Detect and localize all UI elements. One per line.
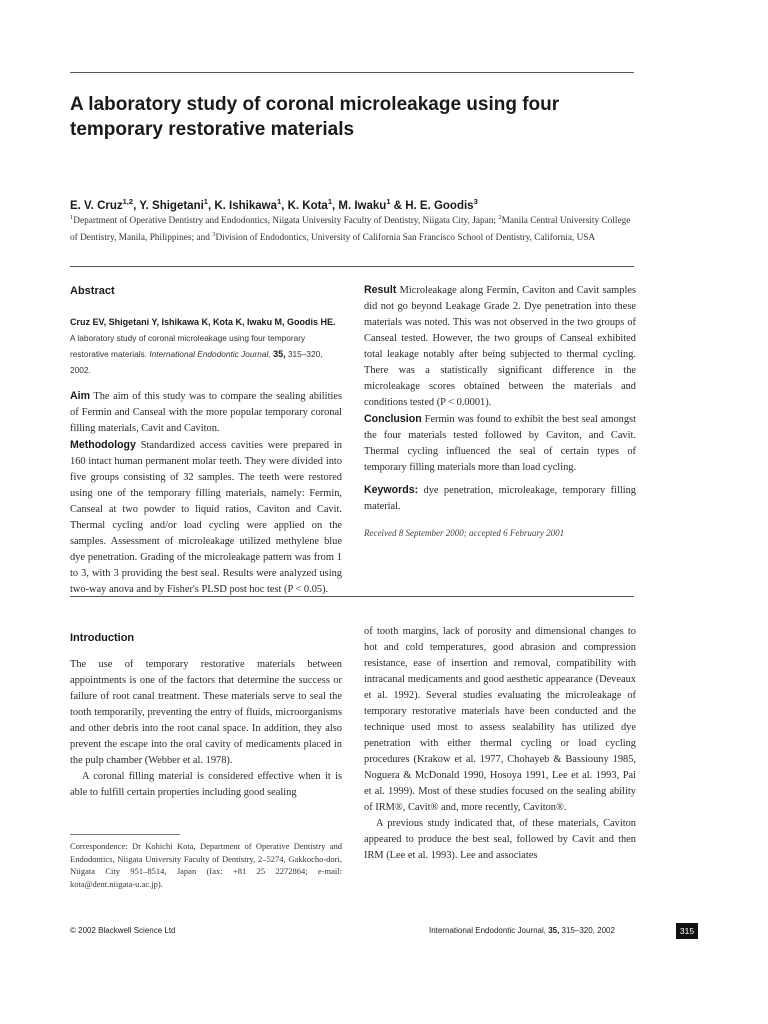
introduction-paragraph-1: The use of temporary restorative materials between appointments is one of the factors that determine the success or failure of root canal treatment. These materials serve to seal the tooth temporarily, preventing the entry of fluids, microorganisms and other debris into the root canal space. In addition, they also prevent the escape into the oral cavity of medicaments placed in the pulp chamber (Webber et al. 1978). <box>70 659 342 766</box>
author-name: M. Iwaku <box>338 199 387 212</box>
abstract-aim <box>70 388 342 437</box>
footnote-rule <box>70 834 180 835</box>
abstract-rule <box>70 266 634 267</box>
introduction-heading: Introduction <box>70 632 135 644</box>
introduction-left-column <box>70 629 342 801</box>
top-rule <box>70 72 634 73</box>
abstract-left-column <box>70 282 342 598</box>
article-title: A laboratory study of coronal microleakage using four temporary restorative materials <box>70 94 560 140</box>
author-separator: , <box>207 199 215 212</box>
introduction-paragraph-3: A previous study indicated that, of these materials, Caviton appeared to produce the best seal, followed by Cavit and then IRM (Lee et al. 1993). Lee and associates <box>364 818 636 861</box>
author-separator: , <box>281 199 288 212</box>
author-affiliation-mark: 3 <box>473 197 478 206</box>
citation-authors: Cruz EV, Shigetani Y, Ishikawa K, Kota K, Iwaku M, Goodis HE. <box>70 317 336 327</box>
author-name: H. E. Goodis <box>405 199 474 212</box>
methodology-label: Methodology <box>70 439 136 451</box>
affiliation-1: Department of Operative Dentistry and Endodontics, Niigata University Faculty of Dentistry, Niigata City, Japan; <box>73 216 499 227</box>
abstract-citation <box>70 314 342 378</box>
author-name: K. Ishikawa <box>214 199 277 212</box>
citation-volume: 35, <box>270 349 286 359</box>
affiliation-mark: 2 <box>498 214 502 221</box>
footer-pages: 315–320, 2002 <box>559 926 615 935</box>
introduction-right-column <box>364 624 636 864</box>
keywords-label: Keywords: <box>364 484 419 496</box>
aim-label: Aim <box>70 390 91 402</box>
author-separator: , <box>133 199 140 212</box>
correspondence-note: Correspondence: Dr Kohichi Kota, Department of Operative Dentistry and Endodontics, Niigata University Faculty of Dentistry, 2–5274, Gakkocho-dori, Niigata City 951–8514, Japan (fax: +81 25 2272864; e-mail: kota@dent.niigata-u.ac.jp). <box>70 841 342 889</box>
conclusion-label: Conclusion <box>364 413 422 425</box>
author-affiliation-mark: 1,2 <box>122 197 134 206</box>
aim-text: The aim of this study was to compare the sealing abilities of Fermin and Canseal with the more popular temporary coronal filling materials, Cavit and Caviton. <box>70 391 342 434</box>
conclusion-text: Fermin was found to exhibit the best seal amongst the four materials tested followed by Caviton, and Cavit. Thermal cycling influenced the seal of certain types of temporary filling materials more than load cycling. <box>364 414 636 473</box>
introduction-paragraph-2: A coronal filling material is considered effective when it is able to fulfill certain properties including good sealing <box>70 771 342 798</box>
abstract-right-column <box>364 282 636 541</box>
author-separator: & <box>390 199 406 212</box>
affiliation-2: Manila Central University College of Dentistry, Manila, Philippines; and <box>70 216 631 244</box>
footer-journal-citation <box>429 926 615 935</box>
citation-title: A laboratory study of coronal microleakage using four temporary restorative materials. <box>70 333 306 359</box>
result-text: Microleakage along Fermin, Caviton and Cavit samples did not go beyond Leakage Grade 2. Dye penetration into these materials was noted. This was not observed in the two groups of Canseal tested. However, the two groups of Canseal exhibited total leakage notably after being subjected to thermal cycling. There was a statistically significant difference in the microleakage scores obtained between the materials and conditions tested (P < 0.0001). <box>364 285 636 408</box>
methodology-text: Standardized access cavities were prepared in 160 intact human permanent molar teeth. They were divided into five groups consisting of 32 samples. The teeth were restored using one of the temporary filling materials, namely: Fermin, Canseal at two powder to liquid ratios, Caviton and Cavit. Thermal cycling and/or load cycling were applied on the samples. Assessment of microleakage utilized methylene blue dye penetration. Grading of the microleakage pattern was from 1 to 3, with 3 providing the best seal. Results were analyzed using two-way anova and by Fisher's PLSD post hoc test (P < 0.05). <box>70 440 342 595</box>
citation-journal: International Endodontic Journal, <box>149 349 271 359</box>
page-number-badge: 315 <box>676 923 698 939</box>
author-name: Y. Shigetani <box>139 199 204 212</box>
citation-pages: 315–320, 2002. <box>70 349 323 375</box>
author-name: E. V. Cruz <box>70 199 123 212</box>
author-affiliation-mark: 1 <box>277 197 282 206</box>
author-separator: , <box>331 199 339 212</box>
introduction-paragraph-2-continued: of tooth margins, lack of porosity and dimensional changes to hot and cold temperatures, good abrasion and compression resistance, ease of insertion and removal, compatibility with intracanal medicaments and good aesthetic appearance (Deveaux et al. 1992). Several studies evaluating the microleakage of temporary restorative materials have been conducted and the technique used most to assess sealability has utilized dye penetration with either thermal cycling or load cycling procedures (Krakow et al. 1977, Chohayeb & Bassiouny 1985, Noguera & McDonald 1990, Hosoya 1991, Lee et al. 1993, Pai et al. 1999). Most of these studies focused on the sealing ability of IRM®, Cavit® and, more recently, Caviton®. <box>364 626 636 813</box>
section-rule <box>70 596 634 597</box>
author-affiliation-mark: 1 <box>327 197 332 206</box>
abstract-keywords <box>364 482 636 515</box>
abstract-conclusion <box>364 411 636 476</box>
affiliation-3: Division of Endodontics, University of California San Francisco School of Dentistry, California, USA <box>215 233 596 244</box>
keywords-text: dye penetration, microleakage, temporary filling material. <box>364 485 636 512</box>
abstract-heading: Abstract <box>70 285 115 297</box>
author-affiliation-mark: 1 <box>386 197 391 206</box>
abstract-result <box>364 282 636 411</box>
footer-copyright: © 2002 Blackwell Science Ltd <box>70 926 176 935</box>
abstract-methodology <box>70 437 342 598</box>
affiliation-mark: 3 <box>212 231 216 239</box>
author-name: K. Kota <box>287 199 328 212</box>
footer-journal: International Endodontic Journal, <box>429 926 546 935</box>
received-dates: Received 8 September 2000; accepted 6 February 2001 <box>364 528 565 538</box>
result-label: Result <box>364 284 397 296</box>
affiliation-mark: 1 <box>70 214 74 221</box>
author-affiliation-mark: 1 <box>203 197 208 206</box>
footer-volume: 35, <box>545 926 560 935</box>
affiliations <box>70 211 634 245</box>
